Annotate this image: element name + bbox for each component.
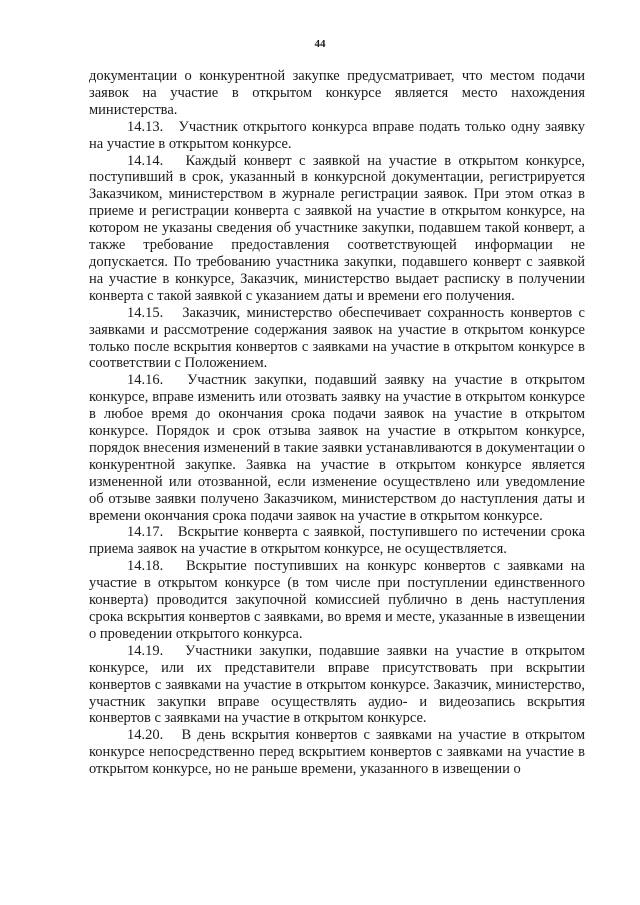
- paragraph-number: 14.19.: [127, 642, 164, 659]
- paragraph-text: Заказчик, министерство обеспечивает сохранность конвертов с заявками и рассмотрение содержания заявок на участие в открытом конкурсе только после вскрытия конвертов с заявками на участие в открытом конкурсе в соответствии с Положением.: [89, 304, 585, 372]
- paragraph-14-15: [89, 305, 585, 373]
- paragraph-14-14: [89, 153, 585, 305]
- paragraph-text: Вскрытие поступивших на конкурс конвертов с заявками на участие в открытом конкурсе (в том числе при поступлении единственного конверта) проводится закупочной комиссией публично в день наступления срока вскрытия конвертов с заявками, во время и месте, указанные в извещении о проведении открытого конкурса.: [89, 558, 585, 642]
- paragraph-number: 14.17.: [127, 524, 164, 541]
- paragraph-text: В день вскрытия конвертов с заявками на участие в открытом конкурсе непосредственно перед вскрытием конвертов с заявками на участие в открытом конкурсе, но не раньше времени, указанного в извещении о: [89, 727, 586, 778]
- paragraph-14-20: [89, 727, 585, 778]
- paragraph-text: Вскрытие конверта с заявкой, поступившего по истечении срока приема заявок на участие в открытом конкурсе, не осуществляется.: [89, 524, 586, 558]
- paragraph-number: 14.15.: [127, 304, 164, 321]
- paragraph-number: 14.18.: [127, 558, 164, 575]
- paragraph-number: 14.16.: [127, 372, 164, 389]
- paragraph-text: Участники закупки, подавшие заявки на участие в открытом конкурсе, или их представители вправе присутствовать при вскрытии конвертов с заявками на участие в открытом конкурсе. Заказчик, министерство, участник закупки вправе осуществлять аудио- и видеозапись вскрытия конвертов с заявками на участие в открытом конкурсе.: [89, 642, 585, 727]
- paragraph-text: Каждый конверт с заявкой на участие в открытом конкурсе, поступивший в срок, указанный в конкурсной документации, регистрируется Заказчиком, министерством в журнале регистрации заявок. При этом отказ в приеме и регистрации конверта с заявкой на участие в открытом конкурсе, на котором не указаны сведения об участнике закупки, подавшем такой конверт, а также требование предоставления соответствующей информации не допускается. По требованию участника закупки, подавшего конверт с заявкой на участие в конкурсе, Заказчик, министерство выдает расписку в получении конверта с такой заявкой с указанием даты и времени его получения.: [89, 152, 586, 304]
- paragraph-continuation: [89, 68, 585, 119]
- paragraph-text: документации о конкурентной закупке предусматривает, что местом подачи заявок на участие в открытом конкурсе является место нахождения министерства.: [89, 68, 585, 118]
- paragraph-14-16: [89, 372, 585, 524]
- page-number: 44: [314, 38, 326, 50]
- paragraph-text: Участник закупки, подавший заявку на участие в открытом конкурсе, вправе изменить или отозвать заявку на участие в открытом конкурсе в любое время до окончания срока подачи заявок на участие в открытом конкурсе. Порядок и срок отзыва заявок на участие в открытом конкурсе, порядок внесения изменений в такие заявки устанавливаются в документации о конкурентной закупке. Заявка на участие в открытом конкурсе является измененной или отозванной, если изменение осуществлено или уведомление об отзыве заявки получено Заказчиком, министерством до наступления даты и времени окончания срока подачи заявок на участие в открытом конкурсе.: [89, 372, 586, 524]
- paragraph-14-13: [89, 119, 585, 153]
- paragraph-14-18: [89, 558, 585, 643]
- paragraph-number: 14.20.: [127, 727, 164, 744]
- paragraph-number: 14.13.: [127, 118, 164, 135]
- paragraph-14-17: [89, 524, 585, 558]
- paragraph-text: Участник открытого конкурса вправе подать только одну заявку на участие в открытом конкурсе.: [89, 118, 585, 152]
- paragraph-14-19: [89, 643, 585, 728]
- document-body: [89, 68, 585, 778]
- paragraph-number: 14.14.: [127, 152, 164, 169]
